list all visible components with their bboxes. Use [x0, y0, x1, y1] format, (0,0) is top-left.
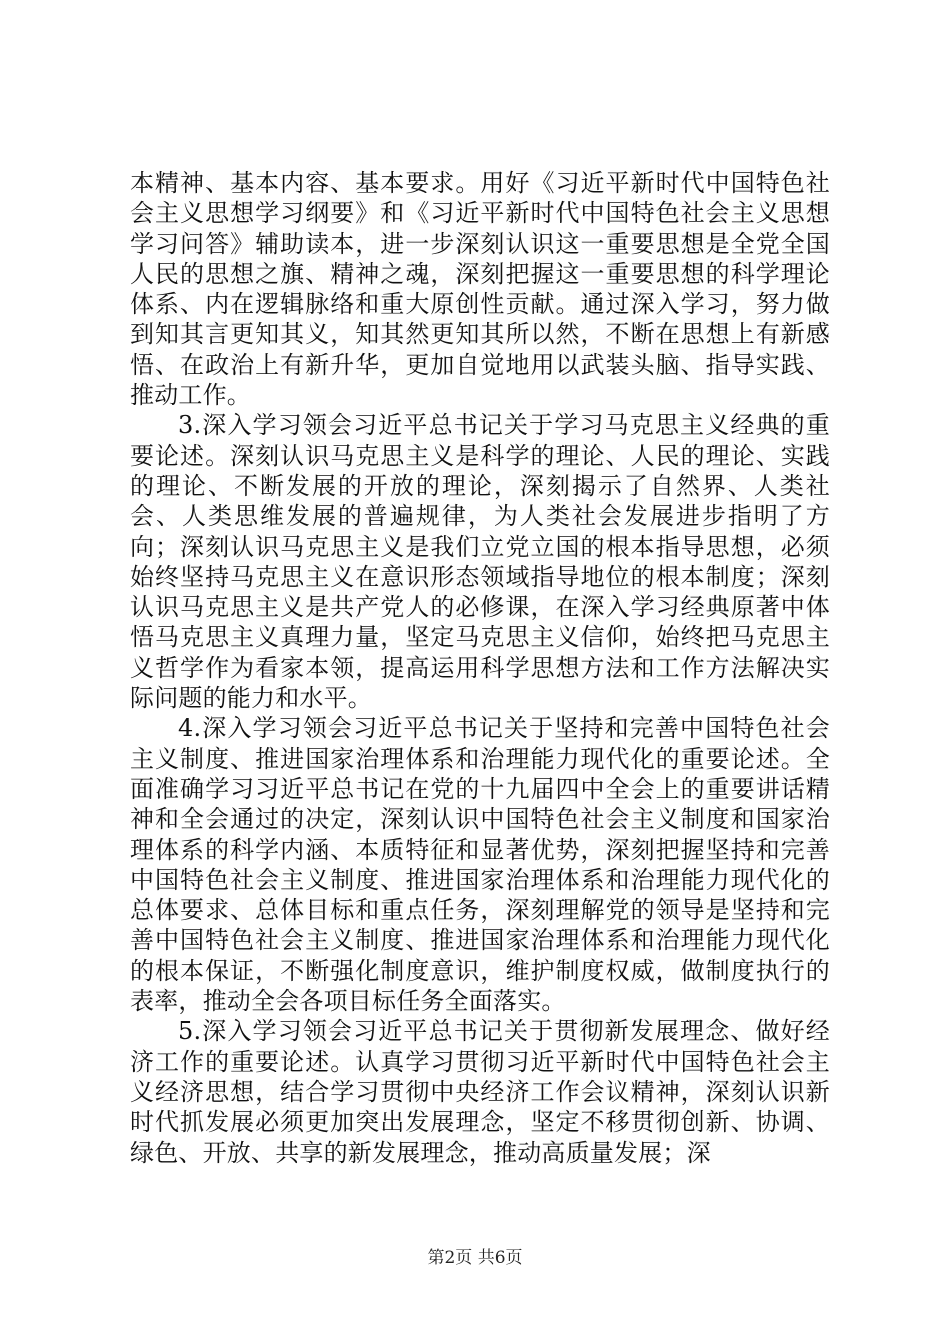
- page-number-footer: 第2页 共6页: [427, 1248, 523, 1268]
- paragraph-item-3: 3.深入学习领会习近平总书记关于学习马克思主义经典的重要论述。深刻认识马克思主义是科学的理论、人民的理论、实践的理论、不断发展的开放的理论，深刻揭示了自然界、人类社会、人类思维发展的普遍规律，为人类社会发展进步指明了方向；深刻认识马克思主义是我们立党立国的根本指导思想，必须始终坚持马克思主义在意识形态领域指导地位的根本制度；深刻认识马克思主义是共产党人的必修课，在深入学习经典原著中体悟马克思主义真理力量，坚定马克思主义信仰，始终把马克思主义哲学作为看家本领，提高运用科学思想方法和工作方法解决实际问题的能力和水平。: [130, 411, 830, 713]
- paragraph-item-5: 5.深入学习领会习近平总书记关于贯彻新发展理念、做好经济工作的重要论述。认真学习贯彻习近平新时代中国特色社会主义经济思想，结合学习贯彻中央经济工作会议精神，深刻认识新时代抓发展必须更加突出发展理念，坚定不移贯彻创新、协调、绿色、开放、共享的新发展理念，推动高质量发展；深: [130, 1017, 830, 1167]
- document-body: [130, 168, 830, 1168]
- paragraph-item-4: 4.深入学习领会习近平总书记关于坚持和完善中国特色社会主义制度、推进国家治理体系和治理能力现代化的重要论述。全面准确学习习近平总书记在党的十九届四中全会上的重要讲话精神和全会通过的决定，深刻认识中国特色社会主义制度和国家治理体系的科学内涵、本质特征和显著优势，深刻把握坚持和完善中国特色社会主义制度、推进国家治理体系和治理能力现代化的总体要求、总体目标和重点任务，深刻理解党的领导是坚持和完善中国特色社会主义制度、推进国家治理体系和治理能力现代化的根本保证，不断强化制度意识，维护制度权威，做制度执行的表率，推动全会各项目标任务全面落实。: [130, 714, 830, 1016]
- paragraph-continuation: 本精神、基本内容、基本要求。用好《习近平新时代中国特色社会主义思想学习纲要》和《习近平新时代中国特色社会主义思想学习问答》辅助读本，进一步深刻认识这一重要思想是全党全国人民的思想之旗、精神之魂，深刻把握这一重要思想的科学理论体系、内在逻辑脉络和重大原创性贡献。通过深入学习，努力做到知其言更知其义，知其然更知其所以然，不断在思想上有新感悟、在政治上有新升华，更加自觉地用以武装头脑、指导实践、推动工作。: [130, 169, 830, 410]
